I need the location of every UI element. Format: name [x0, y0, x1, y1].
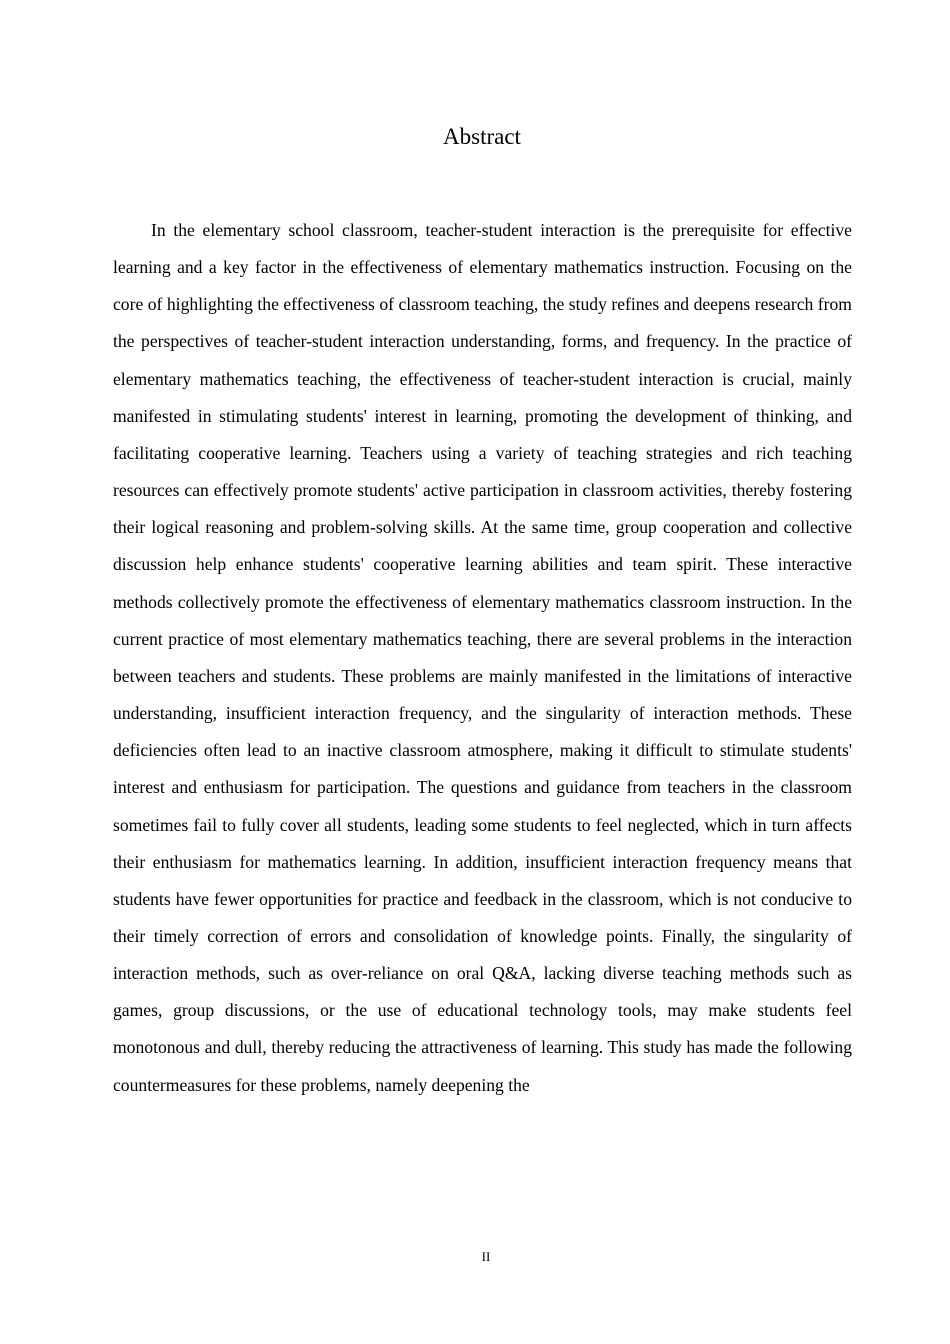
abstract-paragraph: In the elementary school classroom, teacher-student interaction is the prerequisite for effective learning and a key factor in the effectiveness of elementary mathematics instruction. Focusing on the core of highlighting the effectiveness of classroom teaching, the study refines and deepens research from the perspectives of teacher-student interaction understanding, forms, and frequency. In the practice of elementary mathematics teaching, the effectiveness of teacher-student interaction is crucial, mainly manifested in stimulating students' interest in learning, promoting the development of thinking, and facilitating cooperative learning. Teachers using a variety of teaching strategies and rich teaching resources can effectively promote students' active participation in classroom activities, thereby fostering their logical reasoning and problem-solving skills. At the same time, group cooperation and collective discussion help enhance students' cooperative learning abilities and team spirit. These interactive methods collectively promote the effectiveness of elementary mathematics classroom instruction. In the current practice of most elementary mathematics teaching, there are several problems in the interaction between teachers and students. These problems are mainly manifested in the limitations of interactive understanding, insufficient interaction frequency, and the singularity of interaction methods. These deficiencies often lead to an inactive classroom atmosphere, making it difficult to stimulate students' interest and enthusiasm for participation. The questions and guidance from teachers in the classroom sometimes fail to fully cover all students, leading some students to feel neglected, which in turn affects their enthusiasm for mathematics learning. In addition, insufficient interaction frequency means that students have fewer opportunities for practice and feedback in the classroom, which is not conducive to their timely correction of errors and consolidation of knowledge points. Finally, the singularity of interaction methods, such as over-reliance on oral Q&A, lacking diverse teaching methods such as games, group discussions, or the use of educational technology tools, may make students feel monotonous and dull, thereby reducing the attractiveness of learning. This study has made the following countermeasures for these problems, namely deepening the — [113, 220, 852, 1095]
page-number: II — [481, 1249, 491, 1264]
page-title: Abstract — [443, 124, 521, 149]
